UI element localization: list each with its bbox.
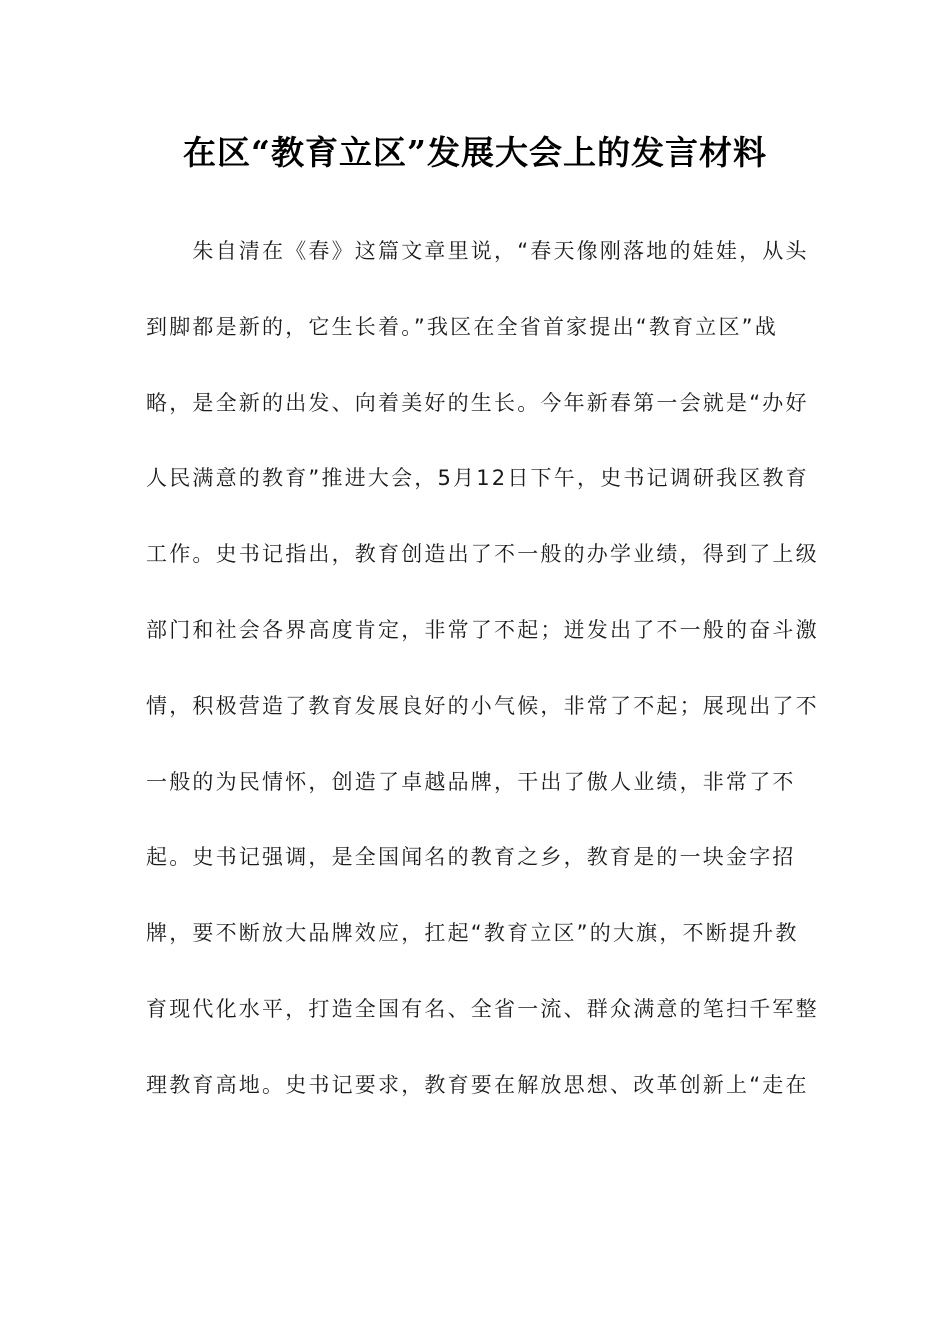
body-line: 起。史书记强调，是全国闻名的教育之乡，教育是的一块金字招 [146,845,796,870]
document-title: 在区“教育立区”发展大会上的发言材料 [183,133,767,172]
body-line: 到脚都是新的，它生长着。”我区在全省首家提出“教育立区”战 [146,314,778,339]
body-line: 朱自清在《春》这篇文章里说，“春天像刚落地的娃娃，从头 [146,239,809,263]
body-line: 牌，要不断放大品牌效应，扛起“教育立区”的大旗，不断提升教 [146,921,799,946]
body-line: 情，积极营造了教育发展良好的小气候，非常了不起；展现出了不 [146,693,819,718]
body-line: 工作。史书记指出，教育创造出了不一般的办学业绩，得到了上级 [146,542,819,567]
document-body [146,236,819,1146]
body-line: 育现代化水平，打造全国有名、全省一流、群众满意的笔扫千军整 [146,996,819,1021]
body-line: 人民满意的教育”推进大会，5月12日下午，史书记调研我区教育 [146,466,809,491]
body-line: 部门和社会各界高度肯定，非常了不起；迸发出了不一般的奋斗激 [146,617,819,642]
body-line: 一般的为民情怀，创造了卓越品牌，干出了傲人业绩，非常了不 [146,769,796,794]
body-line: 理教育高地。史书记要求，教育要在解放思想、改革创新上“走在 [146,1072,809,1097]
body-line: 略，是全新的出发、向着美好的生长。今年新春第一会就是“办好 [146,390,809,415]
